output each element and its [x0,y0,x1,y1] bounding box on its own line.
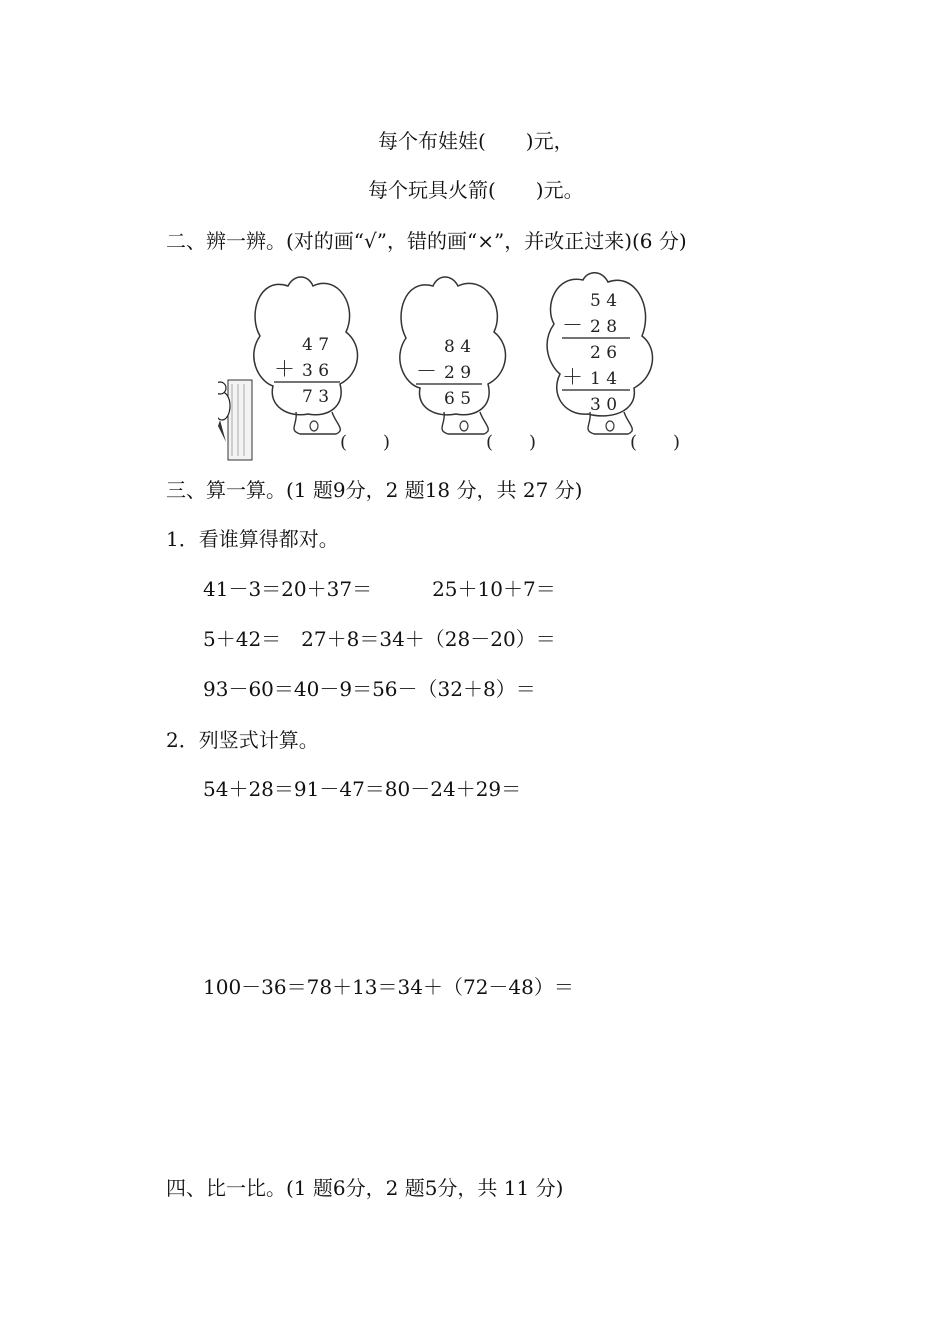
section2-title: 二、辨一辨。(对的画“√”，错的画“×”，并改正过来)(6 分) [166,229,687,253]
tree-3 [547,273,680,453]
tree-3-sign: － [562,313,583,337]
tree-2-answer-paren: ( ) [486,432,537,453]
q2-title: 2．列竖式计算。 [166,728,319,752]
tree-2-second: 2 9 [444,363,472,383]
tree-1-top: 4 7 [302,335,330,355]
doll-price-line: 每个布娃娃( )元， [378,129,574,153]
tree-illustration-svg [218,266,718,462]
tree-2-top: 8 4 [444,337,472,357]
tree-3-result: 2 6 [590,343,618,363]
woodpecker-icon [218,380,252,460]
q1-row-3: 93－60＝40－9＝56－（32＋8）＝ [203,677,536,701]
q2-row-1: 54＋28＝91－47＝80－24＋29＝ [203,777,522,801]
q2-row-2: 100－36＝78＋13＝34＋（72－48）＝ [203,975,574,999]
section3-title: 三、算一算。(1 题9分，2 题18 分，共 27 分) [166,478,583,502]
q1-title: 1．看谁算得都对。 [166,527,339,551]
q1-row-2: 5＋42＝ 27＋8＝34＋（28－20）＝ [203,627,556,651]
q1-row-1: 41－3＝20＋37＝ 25＋10＋7＝ [203,577,556,601]
tree-2 [400,277,536,453]
tree-3-top: 5 4 [590,291,618,311]
tree-3-second2: 1 4 [590,369,618,389]
tree-1-sign: ＋ [274,357,295,381]
tree-2-result: 6 5 [444,389,472,409]
rocket-price-line: 每个玩具火箭( )元。 [368,178,584,202]
tree-1-second: 3 6 [302,361,330,381]
tree-1-result: 7 3 [302,387,330,407]
section4-title: 四、比一比。(1 题6分，2 题5分，共 11 分) [166,1176,564,1200]
tree-3-answer-paren: ( ) [630,432,681,453]
tree-3-result2: 3 0 [590,395,618,415]
tree-illustration [218,266,718,462]
tree-1 [254,277,390,453]
tree-2-sign: － [416,359,437,383]
tree-3-sign2: ＋ [562,365,583,389]
tree-3-second: 2 8 [590,317,618,337]
tree-1-answer-paren: ( ) [340,432,391,453]
